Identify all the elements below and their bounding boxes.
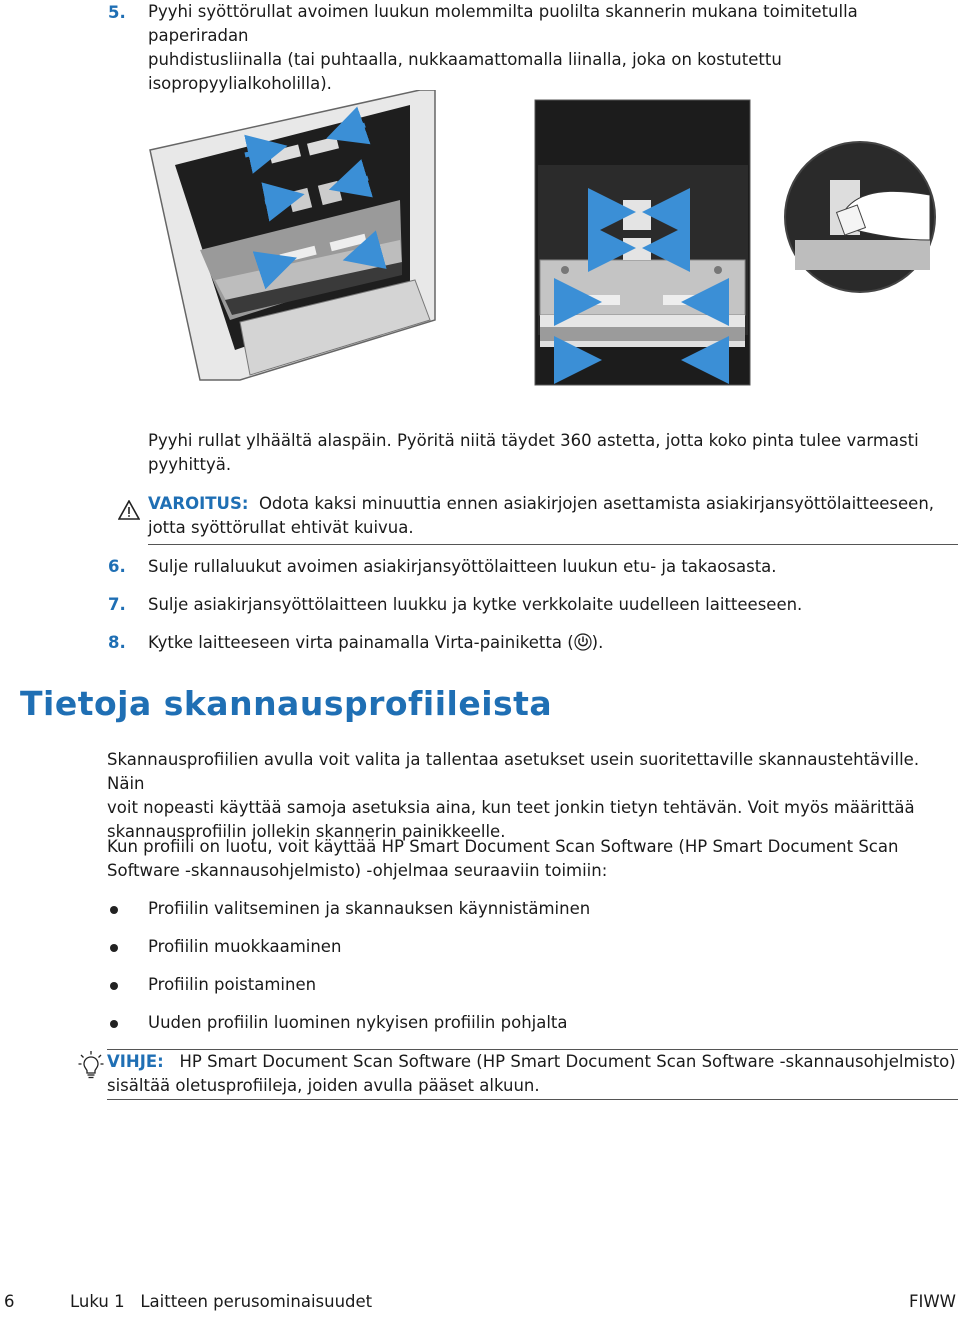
step-7-text: Sulje asiakirjansyöttölaitteen luukku ja kytke verkkolaite uudelleen laitteeseen. (148, 595, 803, 614)
bullet-item: Profiilin poistaminen (148, 975, 317, 994)
bullet-dot (110, 982, 118, 990)
caution-box (148, 492, 948, 540)
step-5-line-1: Pyyhi syöttörullat avoimen luukun molemmilta puolilta skannerin mukana toimitetulla paperiradan (148, 2, 858, 45)
bullet-item: Uuden profiilin luominen nykyisen profiilin pohjalta (148, 1013, 568, 1032)
bullet-item: Profiilin valitseminen ja skannauksen käynnistäminen (148, 899, 591, 918)
roller-cleaning-illustration (140, 90, 940, 390)
paragraph-2-line-2: Software -skannausohjelmisto) -ohjelmaa seuraaviin toimiin: (107, 861, 608, 880)
step-5-number: 5. (108, 3, 126, 22)
tip-line-1: HP Smart Document Scan Software (HP Smart Document Scan Software -skannausohjelmisto) (179, 1052, 956, 1071)
caution-line-2: jotta syöttörullat ehtivät kuivua. (148, 518, 414, 537)
power-icon (574, 633, 592, 651)
caution-label: VAROITUS: (148, 494, 249, 513)
chapter-title: Luku 1 Laitteen perusominaisuudet (70, 1292, 373, 1311)
tip-rule-bottom (107, 1099, 958, 1100)
step-8-text-after: ). (591, 633, 604, 652)
scanner-left-view (150, 90, 435, 380)
step-6-text: Sulje rullaluukut avoimen asiakirjansyöttölaitteen luukun etu- ja takaosasta. (148, 557, 777, 576)
step-5-note (148, 429, 948, 477)
step-6-number: 6. (108, 557, 126, 576)
tip-label: VIHJE: (107, 1052, 164, 1071)
step-5-note-line-2: pyyhittyä. (148, 455, 232, 474)
paragraph-1-line-3: skannausprofiilin jollekin skannerin painikkeelle. (107, 822, 506, 841)
warning-triangle-icon (118, 500, 140, 520)
hand-wiping-detail (785, 142, 935, 292)
step-5-line-3: isopropyylialkoholilla). (148, 74, 332, 93)
page-number: 6 (4, 1292, 15, 1311)
step-5-text (148, 0, 948, 96)
paragraph-2-line-1: Kun profiili on luotu, voit käyttää HP Smart Document Scan Software (HP Smart Document Scan (107, 837, 899, 856)
section-paragraph-2 (107, 835, 952, 883)
step-8-text-before: Kytke laitteeseen virta painamalla Virta-painiketta ( (148, 633, 574, 652)
bullet-item: Profiilin muokkaaminen (148, 937, 342, 956)
scanner-center-view (535, 100, 750, 385)
paragraph-1-line-1: Skannausprofiilien avulla voit valita ja tallentaa asetukset usein suoritettaville skannaustehtäville. Näin (107, 750, 920, 793)
step-5-note-line-1: Pyyhi rullat ylhäältä alaspäin. Pyöritä niitä täydet 360 astetta, jotta koko pinta tulee varmasti (148, 431, 919, 450)
step-8-text (148, 631, 603, 655)
bullet-dot (110, 944, 118, 952)
bullet-dot (110, 1020, 118, 1028)
paragraph-1-line-2: voit nopeasti käyttää samoja asetuksia aina, kun teet jonkin tietyn tehtävän. Voit myös määrittää (107, 798, 915, 817)
bullet-dot (110, 906, 118, 914)
step-8-number: 8. (108, 633, 126, 652)
step-5-line-2: puhdistusliinalla (tai puhtaalla, nukkaamattomalla liinalla, joka on kostutettu (148, 50, 782, 69)
section-paragraph-1 (107, 748, 952, 844)
tip-box (107, 1050, 958, 1098)
step-7-number: 7. (108, 595, 126, 614)
tip-line-2: sisältää oletusprofiileja, joiden avulla pääset alkuun. (107, 1076, 540, 1095)
caution-line-1: Odota kaksi minuuttia ennen asiakirjojen asettamista asiakirjansyöttölaitteeseen, (258, 494, 935, 513)
caution-rule (148, 544, 958, 545)
section-title: Tietoja skannausprofiileista (20, 684, 553, 723)
lightbulb-icon (78, 1050, 104, 1082)
document-code: FIWW (909, 1292, 956, 1311)
